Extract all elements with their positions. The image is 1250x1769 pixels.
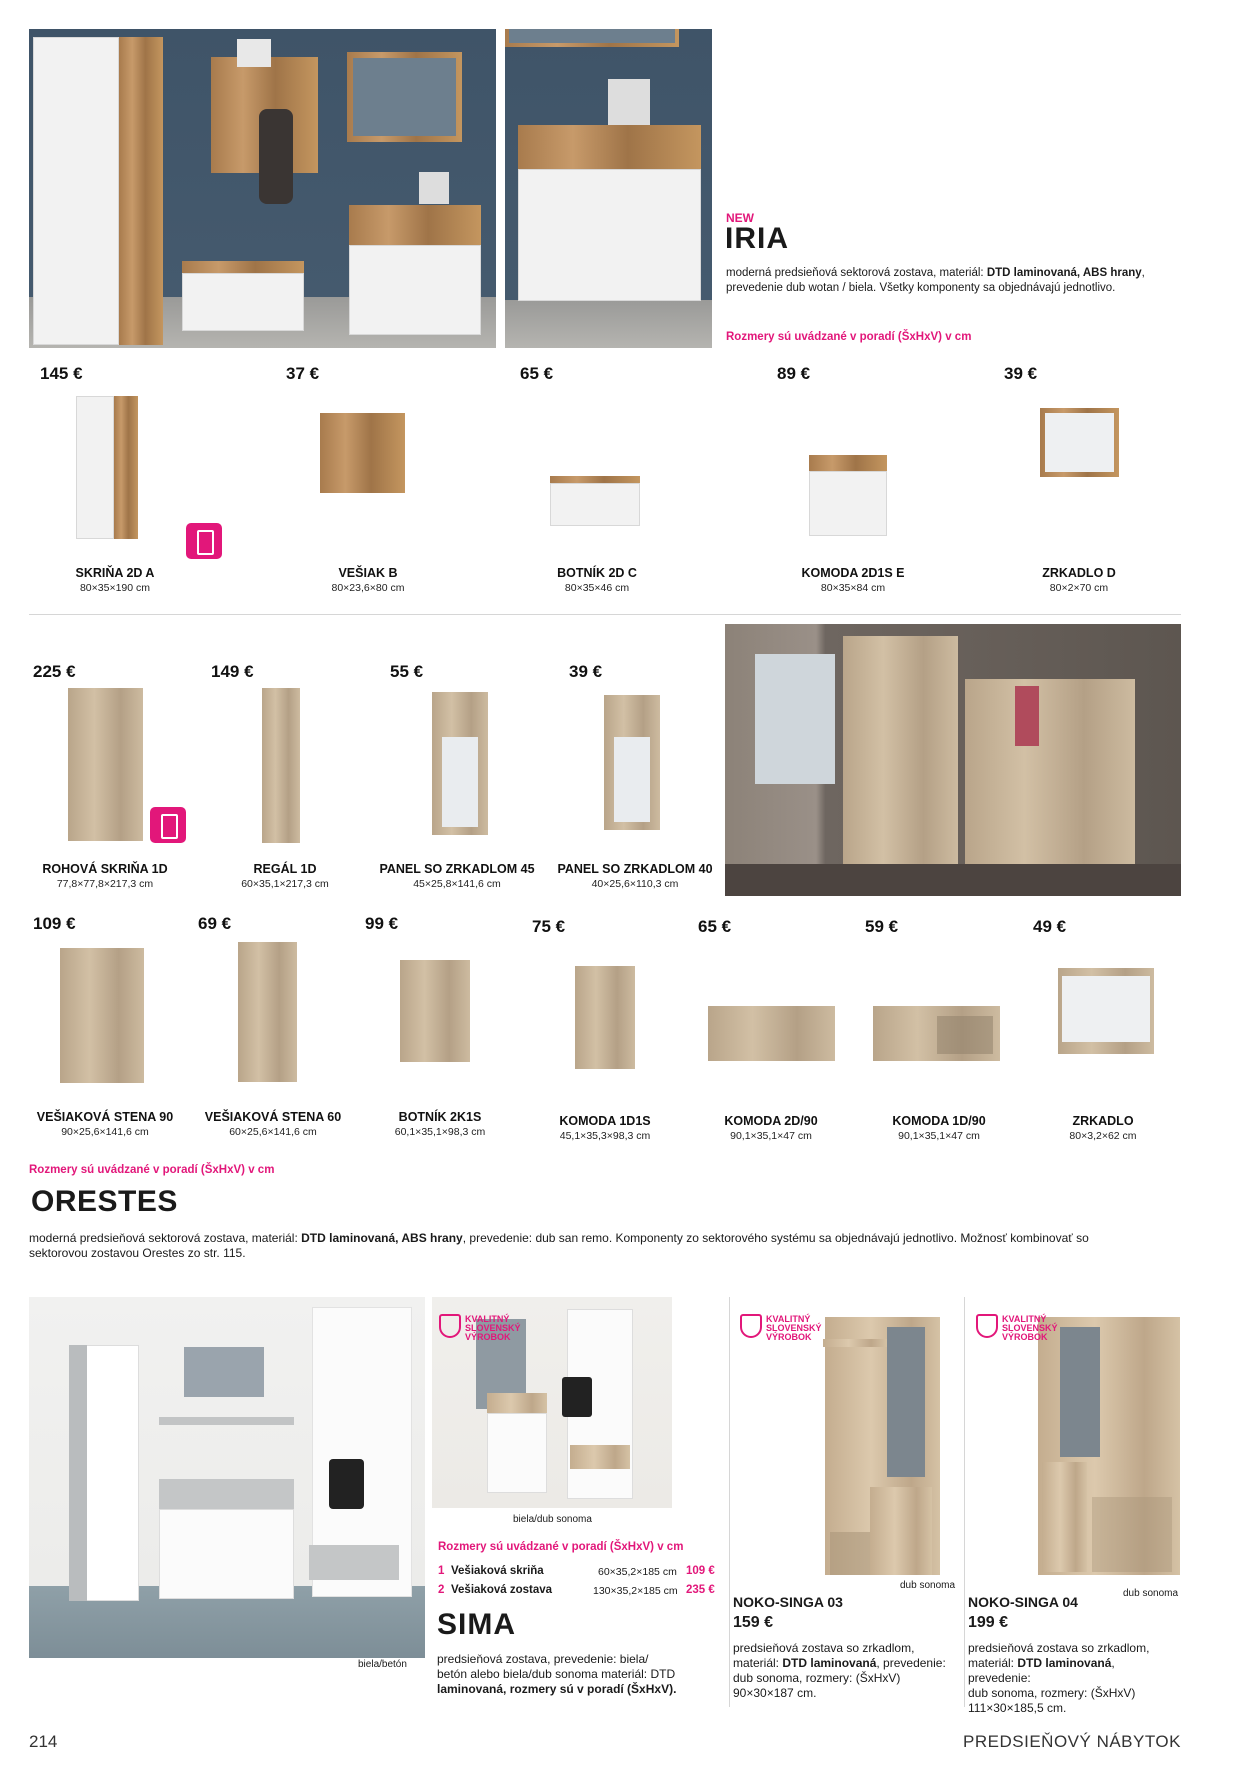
orestes-r2-dims-6: 80×3,2×62 cm: [1069, 1130, 1137, 1142]
page-number: 214: [29, 1732, 58, 1751]
orestes-price-3: 39 €: [569, 662, 603, 681]
botnik-2d-c-image: [550, 476, 640, 526]
iria-price-0: 145 €: [40, 364, 83, 383]
orestes-name-3: PANEL SO ZRKADLOM 40: [557, 862, 713, 876]
orestes-r2-price-2: 99 €: [365, 914, 399, 933]
iria-name-0: SKRIŇA 2D A: [75, 566, 155, 580]
orestes-r2-name-2: BOTNÍK 2K1S: [398, 1110, 482, 1124]
sima-item-1: 1 Vešiaková skriňa 60×35,2×185 cm 109 €: [438, 1565, 715, 1578]
iria-name-4: ZRKADLO D: [1042, 566, 1116, 580]
iria-price-2: 65 €: [520, 364, 554, 383]
orestes-r2-price-0: 109 €: [33, 914, 76, 933]
shield-icon: [740, 1314, 762, 1338]
iria-price-3: 89 €: [777, 364, 811, 383]
vesiak-b-image: [320, 413, 405, 493]
orestes-dims-2: 45×25,8×141,6 cm: [413, 878, 501, 890]
iria-dims-4: 80×2×70 cm: [1049, 582, 1109, 594]
shelf-icon: [150, 807, 186, 843]
orestes-price-0: 225 €: [33, 662, 76, 681]
komoda-2d-90-image: [708, 1006, 835, 1061]
vesiakova-stena-60-image: [238, 942, 297, 1082]
iria-room-photo-2: [505, 29, 712, 348]
iria-room-photo-1: [29, 29, 496, 348]
orestes-title: ORESTES: [31, 1185, 178, 1218]
orestes-r2-name-4: KOMODA 2D/90: [724, 1114, 818, 1128]
regal-1d-image: [262, 688, 300, 843]
sima-description: predsieňová zostava, prevedenie: biela/ betón alebo biela/dub sonoma materiál: DTD laminovaná, rozmery sú v poradí (ŠxHxV).: [437, 1652, 677, 1696]
sima-variant-label-2: biela/dub sonoma: [513, 1514, 592, 1525]
noko04-price: 199 €: [968, 1614, 1009, 1631]
orestes-dims-note: Rozmery sú uvádzané v poradí (ŠxHxV) v cm: [29, 1164, 275, 1176]
iria-dims-note: Rozmery sú uvádzané v poradí (ŠxHxV) v cm: [726, 331, 972, 343]
orestes-r2-dims-0: 90×25,6×141,6 cm: [61, 1126, 149, 1138]
shield-icon: [976, 1314, 998, 1338]
iria-title: IRIA: [725, 222, 789, 255]
section-title: PREDSIEŇOVÝ NÁBYTOK: [963, 1732, 1181, 1751]
orestes-r2-name-3: KOMODA 1D1S: [559, 1114, 651, 1128]
orestes-r2-name-0: VEŠIAKOVÁ STENA 90: [36, 1110, 174, 1124]
orestes-r2-name-1: VEŠIAKOVÁ STENA 60: [204, 1110, 342, 1124]
noko03-price: 159 €: [733, 1614, 774, 1631]
panel-zrkadlo-45-image: [432, 692, 488, 835]
komoda-2d1s-e-image: [809, 455, 887, 536]
iria-dims-3: 80×35×84 cm: [820, 582, 886, 594]
sima-item-2: 2 Vešiaková zostava 130×35,2×185 cm 235 €: [438, 1584, 715, 1597]
orestes-description: moderná predsieňová sektorová zostava, materiál: DTD laminovaná, ABS hrany, prevedenie: dub san remo. Komponenty zo sektorového systému sa objednávajú jednotlivo. Možnosť kombinovať so sektorovou zostavou Orestes zo str. 115.: [29, 1231, 1089, 1260]
orestes-name-0: ROHOVÁ SKRIŇA 1D: [42, 862, 168, 876]
orestes-r2-price-1: 69 €: [198, 914, 232, 933]
zrkadlo-d-image: [1040, 408, 1119, 477]
orestes-name-1: REGÁL 1D: [253, 862, 317, 876]
noko04-name: NOKO-SINGA 04: [968, 1594, 1078, 1610]
orestes-r2-price-4: 65 €: [698, 917, 732, 936]
iria-dims-1: 80×23,6×80 cm: [331, 582, 405, 594]
orestes-r2-name-5: KOMODA 1D/90: [892, 1114, 986, 1128]
orestes-r2-dims-2: 60,1×35,1×98,3 cm: [394, 1126, 486, 1138]
orestes-r2-price-6: 49 €: [1033, 917, 1067, 936]
wardrobe-icon: [186, 523, 222, 559]
quality-badge-sima: KVALITNÝ SLOVENSKÝ VÝROBOK: [439, 1314, 529, 1344]
section-divider: [29, 614, 1181, 615]
noko03-variant: dub sonoma: [900, 1580, 956, 1591]
orestes-r2-dims-5: 90,1×35,1×47 cm: [898, 1130, 980, 1142]
noko03-description: predsieňová zostava so zrkadlom, materiál: DTD laminovaná, prevedenie: dub sonoma, rozmery: (ŠxHxV) 90×30×187 cm.: [733, 1641, 946, 1700]
iria-name-2: BOTNÍK 2D C: [557, 566, 637, 580]
orestes-dims-0: 77,8×77,8×217,3 cm: [56, 878, 154, 890]
iria-price-1: 37 €: [286, 364, 320, 383]
orestes-price-2: 55 €: [390, 662, 424, 681]
orestes-dims-3: 40×25,6×110,3 cm: [591, 878, 679, 890]
komoda-1d-90-image: [873, 1006, 1000, 1061]
sima-room-photo-large: [29, 1297, 425, 1658]
iria-dims-0: 80×35×190 cm: [79, 582, 151, 594]
rohova-skrina-image: [68, 688, 143, 841]
vesiakova-stena-90-image: [60, 948, 144, 1083]
noko04-description: predsieňová zostava so zrkadlom, materiál: DTD laminovaná, prevedenie: dub sonoma, rozmery: (ŠxHxV) 111×30×185,5 cm.: [968, 1641, 1150, 1715]
orestes-name-2: PANEL SO ZRKADLOM 45: [379, 862, 535, 876]
quality-badge-noko04: KVALITNÝ SLOVENSKÝ VÝROBOK: [976, 1314, 1066, 1344]
zrkadlo-orestes-image: [1058, 968, 1154, 1054]
column-divider-2: [964, 1297, 965, 1707]
noko03-name: NOKO-SINGA 03: [733, 1594, 843, 1610]
iria-dims-2: 80×35×46 cm: [564, 582, 630, 594]
orestes-r2-price-3: 75 €: [532, 917, 566, 936]
noko04-variant: dub sonoma: [1123, 1588, 1179, 1599]
orestes-r2-name-6: ZRKADLO: [1072, 1114, 1134, 1128]
botnik-2k1s-image: [400, 960, 470, 1062]
orestes-r2-dims-3: 45,1×35,3×98,3 cm: [559, 1130, 651, 1142]
orestes-dims-1: 60×35,1×217,3 cm: [241, 878, 329, 890]
orestes-price-1: 149 €: [211, 662, 254, 681]
sima-dims-note: Rozmery sú uvádzané v poradí (ŠxHxV) v cm: [438, 1541, 684, 1553]
quality-badge-noko03: KVALITNÝ SLOVENSKÝ VÝROBOK: [740, 1314, 830, 1344]
new-label: NEW: [726, 211, 754, 225]
orestes-r2-price-5: 59 €: [865, 917, 899, 936]
komoda-1d1s-image: [575, 966, 635, 1069]
panel-zrkadlo-40-image: [604, 695, 660, 830]
orestes-r2-dims-1: 60×25,6×141,6 cm: [229, 1126, 317, 1138]
sima-title: SIMA: [437, 1608, 516, 1641]
orestes-r2-dims-4: 90,1×35,1×47 cm: [730, 1130, 812, 1142]
iria-name-3: KOMODA 2D1S E: [801, 566, 905, 580]
column-divider: [729, 1297, 730, 1707]
shield-icon: [439, 1314, 461, 1338]
iria-description: moderná predsieňová sektorová zostava, materiál: DTD laminovaná, ABS hrany, prevedenie dub wotan / biela. Všetky komponenty sa objednávajú jednotlivo.: [726, 267, 1145, 294]
orestes-room-photo: [725, 624, 1181, 896]
skrina-2d-a-image: [76, 396, 138, 539]
iria-name-1: VEŠIAK B: [338, 566, 398, 580]
sima-variant-label-1: biela/betón: [358, 1659, 407, 1670]
iria-price-4: 39 €: [1004, 364, 1038, 383]
